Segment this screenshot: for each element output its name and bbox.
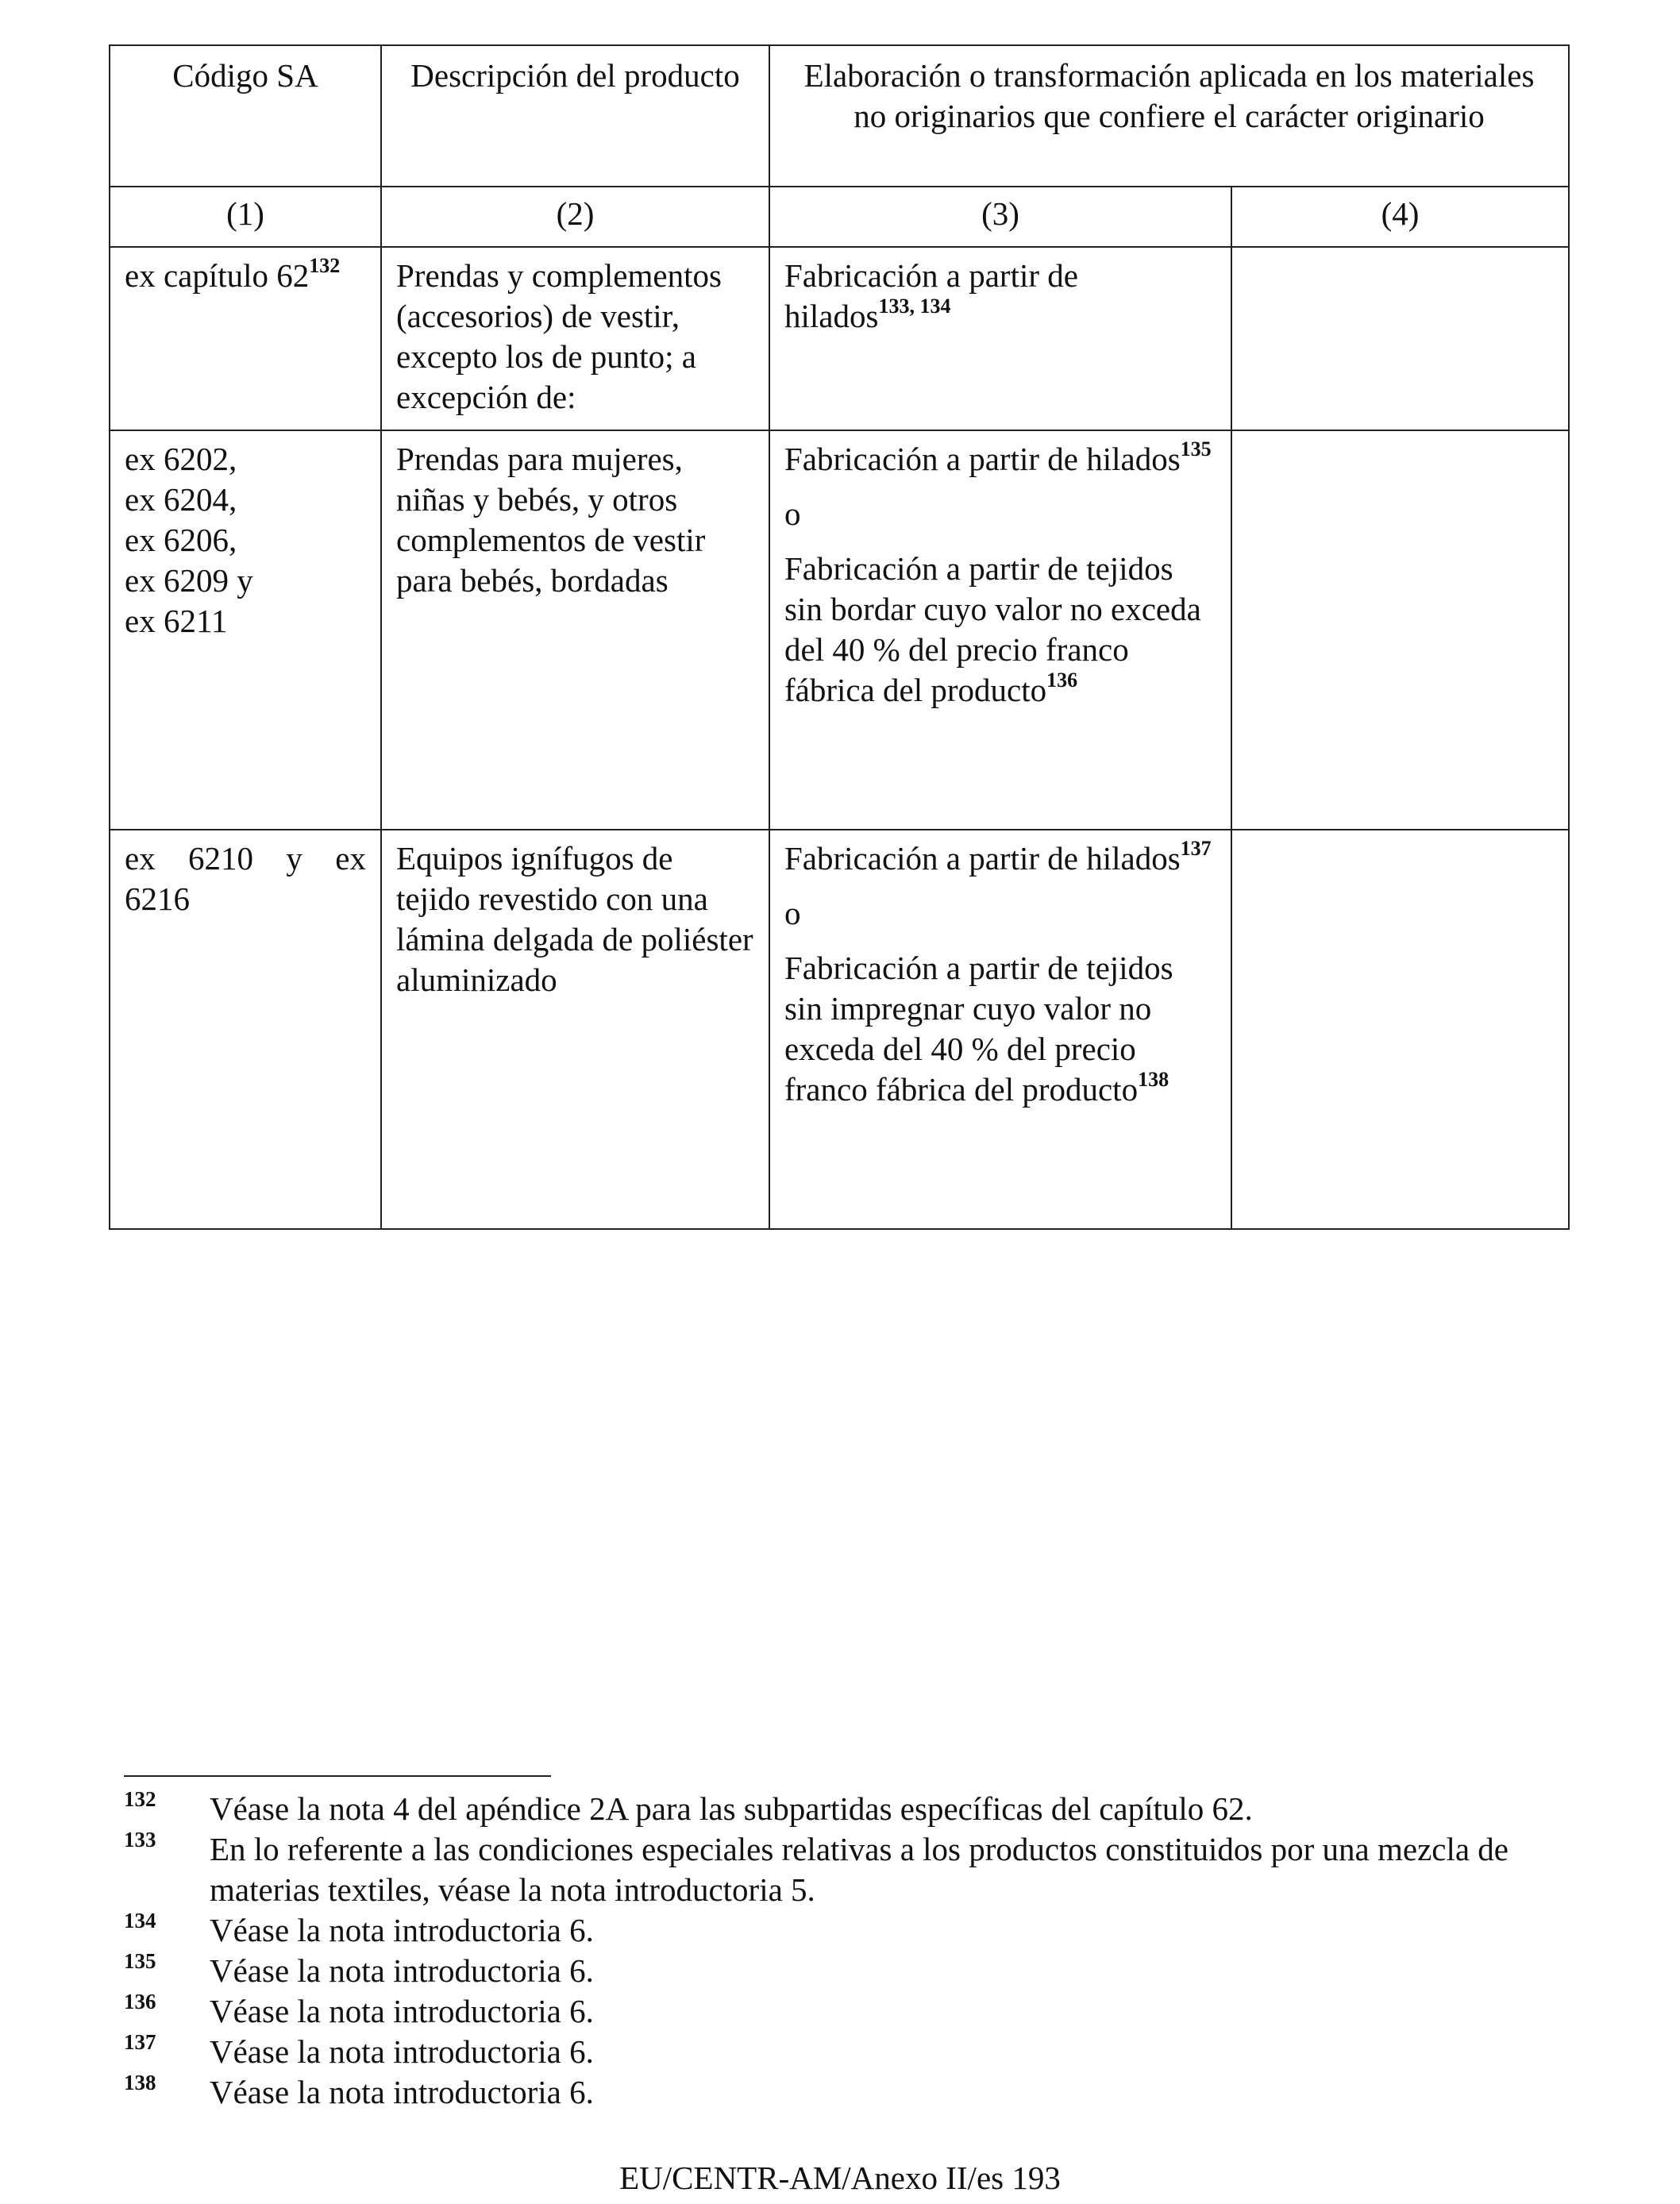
header-code: Código SA <box>110 45 381 187</box>
footnote: 137 Véase la nota introductoria 6. <box>124 2030 594 2070</box>
processing-cell <box>769 430 1231 830</box>
footnote: 136 Véase la nota introductoria 6. <box>124 1990 594 2029</box>
column-number-4: (4) <box>1231 187 1569 247</box>
processing-option-a: Fabricación a partir de hilados$^{137}$ <box>784 837 1212 877</box>
column-number-1: (1) <box>110 187 381 247</box>
footnote: 134 Véase la nota introductoria 6. <box>124 1909 594 1948</box>
code-text: ex capítulo 62 <box>125 257 310 294</box>
description-cell: Prendas para mujeres, niñas y bebés, y otros complementos de vestir para bebés, bordadas <box>381 430 769 830</box>
or-connector: o <box>784 895 801 931</box>
footnote-ref: 136 <box>1046 669 1078 692</box>
footnote: 138 Véase la nota introductoria 6. <box>124 2071 594 2110</box>
header-processing: Elaboración o transformación aplicada en los materiales no originarios que confiere el carácter originario <box>769 45 1569 187</box>
footnote: 132 Véase la nota 4 del apéndice 2A para las subpartidas específicas del capítulo 62. <box>124 1787 1253 1827</box>
code-cell: ex 6210 y ex 6216 <box>110 830 381 1229</box>
table-row <box>110 430 1569 830</box>
processing-cell <box>769 830 1231 1229</box>
processing-cell <box>769 247 1231 430</box>
processing-option-b: Fabricación a partir de tejidos sin bordar cuyo valor no exceda del 40 % del precio franco fábrica del producto$^{136}$ <box>784 550 1201 708</box>
footnotes <box>124 1774 1521 2113</box>
table-row <box>110 247 1569 430</box>
page-footer: EU/CENTR-AM/Anexo II/es 193 <box>619 2160 1061 2196</box>
processing-option-a: Fabricación a partir de hilados$^{133, 134}$ <box>784 257 1078 334</box>
description-cell: Equipos ignífugos de tejido revestido con una lámina delgada de poliéster aluminizado <box>381 830 769 1229</box>
footnote-ref: 135 <box>1180 437 1212 460</box>
footnote-ref: 137 <box>1180 837 1212 860</box>
column-4-cell <box>1231 830 1569 1229</box>
processing-option-b: Fabricación a partir de tejidos sin impregnar cuyo valor no exceda del 40 % del precio franco fábrica del producto$^{138}$ <box>784 950 1173 1108</box>
footnote: 135 Véase la nota introductoria 6. <box>124 1949 594 1989</box>
code-cell <box>110 247 381 430</box>
column-4-cell <box>1231 247 1569 430</box>
rules-table <box>109 44 1570 1230</box>
header-row <box>110 45 1569 187</box>
footnote-ref: 132 <box>309 254 341 277</box>
header-description: Descripción del producto <box>381 45 769 187</box>
column-4-cell <box>1231 430 1569 830</box>
column-number-2: (2) <box>381 187 769 247</box>
or-connector: o <box>784 495 801 532</box>
processing-option-a: Fabricación a partir de hilados$^{135}$ <box>784 437 1212 477</box>
column-number-row <box>110 187 1569 247</box>
footnote: 133 En lo referente a las condiciones especiales relativas a los productos constituidos por una mezcla de materias textiles, véase la nota introductoria 5. <box>124 1828 1509 1908</box>
table-row <box>110 830 1569 1229</box>
footnote-ref: 138 <box>1138 1068 1169 1091</box>
description-cell: Prendas y complementos (accesorios) de vestir, excepto los de punto; a excepción de: <box>381 247 769 430</box>
code-cell: ex 6202, ex 6204, ex 6206, ex 6209 y ex 6211 <box>110 430 381 830</box>
footnote-ref: 133, 134 <box>878 295 951 318</box>
column-number-3: (3) <box>769 187 1231 247</box>
